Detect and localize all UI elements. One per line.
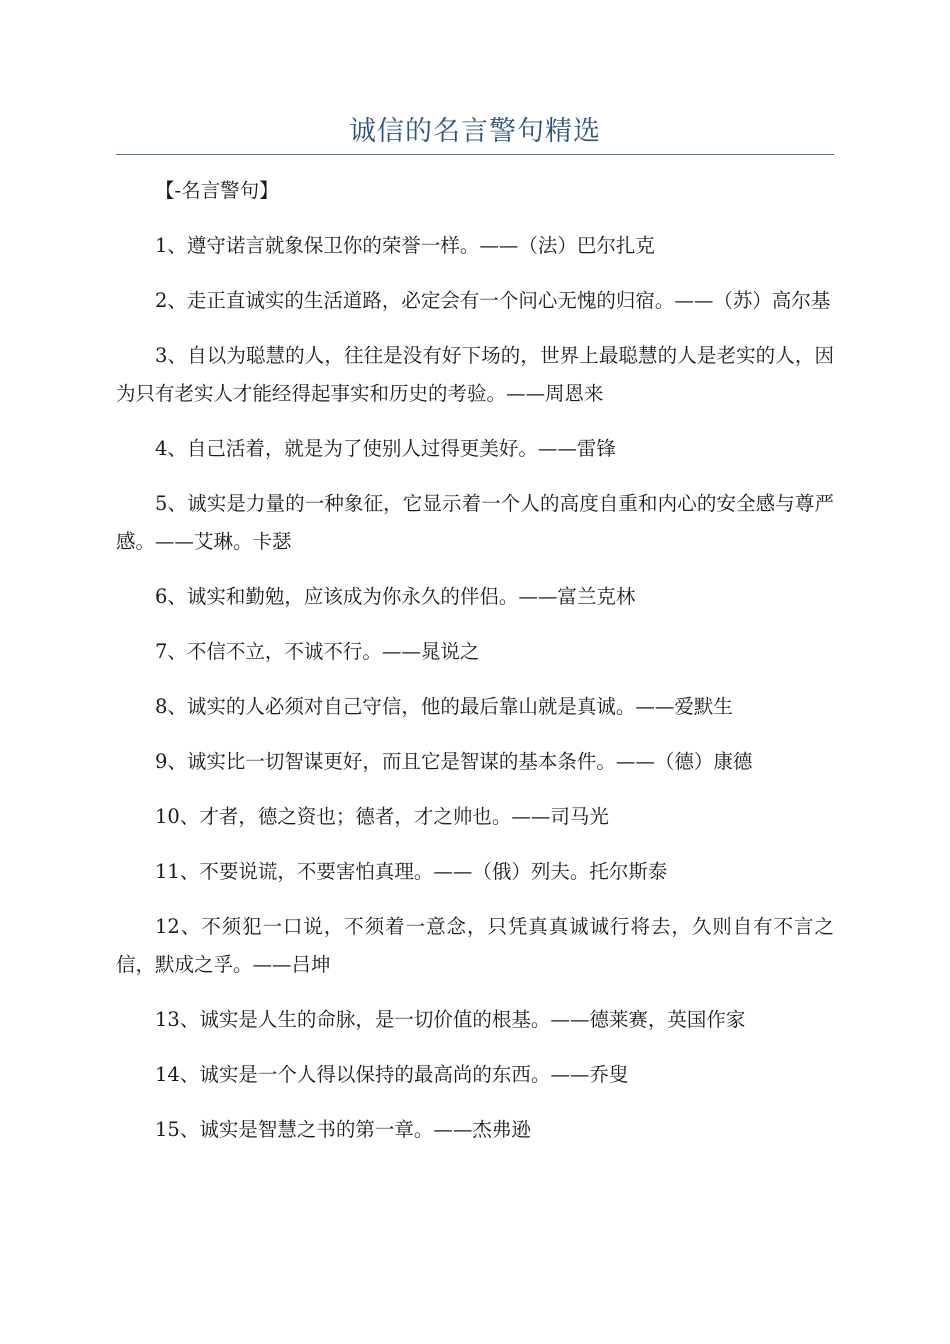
quote-8: 8、诚实的人必须对自己守信，他的最后靠山就是真诚。——爱默生 xyxy=(155,695,733,718)
quote-5: 5、诚实是力量的一种象征，它显示着一个人的高度自重和内心的安全感与尊严感。——艾琳。卡瑟 xyxy=(116,492,834,553)
quote-12: 12、不须犯一口说，不须着一意念，只凭真真诚诚行将去，久则自有不言之信，默成之孚。——吕坤 xyxy=(116,915,834,976)
document-body xyxy=(116,172,834,1166)
title-underline xyxy=(116,154,834,155)
quote-9: 9、诚实比一切智谋更好，而且它是智谋的基本条件。——（德）康德 xyxy=(155,750,753,773)
quote-6: 6、诚实和勤勉，应该成为你永久的伴侣。——富兰克林 xyxy=(155,585,636,608)
quote-13: 13、诚实是人生的命脉，是一切价值的根基。——德莱赛，英国作家 xyxy=(155,1008,746,1031)
quote-7: 7、不信不立，不诚不行。——晁说之 xyxy=(155,640,480,663)
quote-11: 11、不要说谎，不要害怕真理。——（俄）列夫。托尔斯泰 xyxy=(155,860,668,883)
page-title: 诚信的名言警句精选 xyxy=(349,116,601,147)
quote-14: 14、诚实是一个人得以保持的最高尚的东西。——乔叟 xyxy=(155,1063,629,1086)
quote-1: 1、遵守诺言就象保卫你的荣誉一样。——（法）巴尔扎克 xyxy=(155,234,655,257)
section-heading: 【-名言警句】 xyxy=(155,179,279,202)
quote-4: 4、自己活着，就是为了使别人过得更美好。——雷锋 xyxy=(155,437,616,460)
quote-15: 15、诚实是智慧之书的第一章。——杰弗逊 xyxy=(155,1118,531,1141)
quote-3: 3、自以为聪慧的人，往往是没有好下场的，世界上最聪慧的人是老实的人，因为只有老实人才能经得起事实和历史的考验。——周恩来 xyxy=(116,344,834,405)
quote-2: 2、走正直诚实的生活道路，必定会有一个问心无愧的归宿。——（苏）高尔基 xyxy=(155,289,831,312)
quote-10: 10、才者，德之资也；德者，才之帅也。——司马光 xyxy=(155,805,609,828)
